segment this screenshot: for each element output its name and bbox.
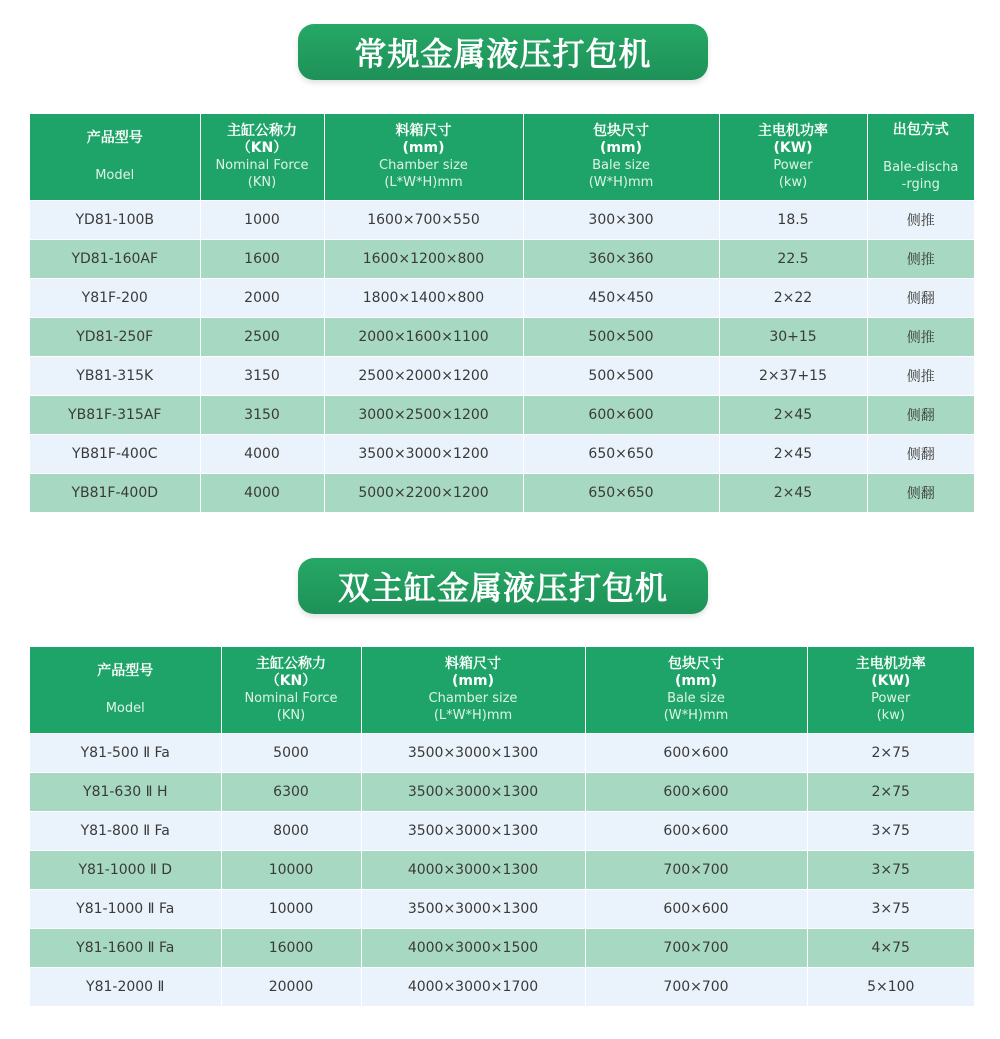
column-header [719,114,867,201]
column-header-unit: （KN） [265,673,317,689]
table-cell: Y81F-200 [30,279,200,318]
column-header-en: (L*W*H)mm [384,175,463,190]
column-header-en: (kw) [778,175,808,190]
column-header-zh: 主缸公称力 [256,656,326,672]
table-cell: 3500×3000×1300 [361,812,585,851]
table-cell: Y81-630 Ⅱ H [30,773,221,812]
table-row [30,318,974,357]
table-cell: 3×75 [807,851,974,890]
table-cell: Y81-1000 Ⅱ Fa [30,890,221,929]
table-cell: 2000×1600×1100 [324,318,523,357]
column-header [585,647,807,734]
table-cell: 600×600 [585,734,807,773]
table-cell: 侧翻 [867,474,974,513]
table-cell: 600×600 [523,396,719,435]
table-cell: 2×75 [807,773,974,812]
header-spacer [30,147,200,167]
column-header-en: Model [95,168,135,183]
column-header-en: Chamber size [379,158,468,173]
table-cell: 2×37+15 [719,357,867,396]
table-cell: 16000 [221,929,361,968]
column-header-zh: 产品型号 [97,663,154,679]
table-cell: 4000 [200,474,324,513]
column-header [30,114,200,201]
table-cell: 450×450 [523,279,719,318]
section-title-standard-balers: 常规金属液压打包机 [298,24,708,80]
table-cell: 5×100 [807,968,974,1007]
table-cell: 侧推 [867,240,974,279]
table-cell: 4000×3000×1500 [361,929,585,968]
table-cell: 20000 [221,968,361,1007]
column-header-en: Nominal Force [244,691,338,706]
column-header-en: Model [105,701,145,716]
column-header-en: Nominal Force [215,158,309,173]
column-header-en: Bale-discha [883,159,959,175]
table-row [30,357,974,396]
header-spacer [868,139,975,159]
table-cell: 侧翻 [867,396,974,435]
table-row [30,435,974,474]
table-cell: Y81-1000 Ⅱ D [30,851,221,890]
column-header [324,114,523,201]
table-cell: 600×600 [585,812,807,851]
column-header [200,114,324,201]
column-header [523,114,719,201]
column-header-en: (KN) [276,708,306,723]
column-header-en: Chamber size [428,691,518,706]
column-header-zh: 料箱尺寸 [395,123,452,139]
table-row [30,812,974,851]
table-cell: YD81-100B [30,201,200,240]
spec-table-dual-cylinder-balers [30,647,974,1006]
table-cell: 2500×2000×1200 [324,357,523,396]
column-header-en: (W*H)mm [588,175,654,190]
column-header-unit: (mm) [452,673,494,689]
table-cell: 18.5 [719,201,867,240]
column-header-zh: 产品型号 [86,130,143,146]
table-cell: YD81-250F [30,318,200,357]
column-header-unit: (KW) [773,140,813,156]
table-cell: 1600×1200×800 [324,240,523,279]
column-header-unit: （KN） [236,140,288,156]
column-header-en: Power [871,691,911,706]
table-cell: YD81-160AF [30,240,200,279]
column-header [221,647,361,734]
table-cell: 4×75 [807,929,974,968]
table-cell: 30+15 [719,318,867,357]
table-cell: Y81-800 Ⅱ Fa [30,812,221,851]
table-cell: 2×45 [719,435,867,474]
column-header-en: Bale size [592,158,650,173]
column-header-unit: (mm) [675,673,717,689]
column-header-en: -rging [901,176,940,192]
table-cell: 10000 [221,890,361,929]
table-cell: 3×75 [807,890,974,929]
table-cell: 侧翻 [867,435,974,474]
table-cell: 1600 [200,240,324,279]
column-header-en: (KN) [247,175,277,190]
column-header [30,647,221,734]
table-cell: 侧翻 [867,279,974,318]
table-cell: 4000×3000×1300 [361,851,585,890]
table-cell: 3500×3000×1300 [361,890,585,929]
column-header-en: Bale size [667,691,725,706]
table-cell: 1800×1400×800 [324,279,523,318]
table-cell: 侧推 [867,357,974,396]
table-row [30,474,974,513]
table-cell: 600×600 [585,890,807,929]
table-cell: 3500×3000×1300 [361,734,585,773]
table-cell: Y81-1600 Ⅱ Fa [30,929,221,968]
table-row [30,851,974,890]
table-cell: Y81-500 Ⅱ Fa [30,734,221,773]
column-header-zh: 主电机功率 [758,123,828,139]
column-header-unit: (KW) [871,673,911,689]
column-header-zh: 主电机功率 [855,656,926,672]
table-cell: 500×500 [523,357,719,396]
column-header [361,647,585,734]
table-cell: 2×75 [807,734,974,773]
table-row [30,773,974,812]
column-header-en: Power [773,158,813,173]
column-header-zh: 主缸公称力 [227,123,297,139]
section-title-dual-cylinder-balers: 双主缸金属液压打包机 [298,558,708,614]
table-cell: 3150 [200,396,324,435]
table-cell: 650×650 [523,474,719,513]
table-cell: 2000 [200,279,324,318]
table-cell: 700×700 [585,929,807,968]
table-row [30,929,974,968]
table-cell: 3150 [200,357,324,396]
column-header-unit: (mm) [600,140,642,156]
table-row [30,396,974,435]
table-cell: 600×600 [585,773,807,812]
table-cell: 1000 [200,201,324,240]
table-cell: 2500 [200,318,324,357]
table-cell: YB81F-315AF [30,396,200,435]
table-cell: 4000×3000×1700 [361,968,585,1007]
column-header-zh: 包块尺寸 [593,123,649,139]
column-header-unit: (mm) [402,140,445,156]
table-row [30,734,974,773]
column-header-en: (kw) [876,708,905,723]
column-header-zh: 出包方式 [892,121,949,138]
table-header-row [30,647,974,734]
table-cell: 10000 [221,851,361,890]
table-row [30,968,974,1007]
header-spacer [30,680,221,700]
table-cell: 3500×3000×1200 [324,435,523,474]
table-cell: 360×360 [523,240,719,279]
spec-table-standard-balers [30,114,974,512]
table-cell: 500×500 [523,318,719,357]
table-cell: 300×300 [523,201,719,240]
table-cell: 5000 [221,734,361,773]
table-row [30,890,974,929]
table-cell: 6300 [221,773,361,812]
table-cell: YB81F-400C [30,435,200,474]
table-cell: 8000 [221,812,361,851]
table-cell: 2×45 [719,474,867,513]
column-header-en: (W*H)mm [663,708,729,723]
column-header [807,647,974,734]
table-row [30,240,974,279]
table-cell: 700×700 [585,968,807,1007]
table-cell: 3×75 [807,812,974,851]
column-header-zh: 包块尺寸 [668,656,724,672]
column-header [867,114,974,201]
table-cell: 2×22 [719,279,867,318]
column-header-zh: 料箱尺寸 [445,656,501,672]
table-cell: 3500×3000×1300 [361,773,585,812]
table-cell: 700×700 [585,851,807,890]
table-cell: 4000 [200,435,324,474]
table-header-row [30,114,974,201]
table-cell: 侧推 [867,201,974,240]
table-cell: 5000×2200×1200 [324,474,523,513]
table-cell: 650×650 [523,435,719,474]
table-cell: 1600×700×550 [324,201,523,240]
table-cell: YB81-315K [30,357,200,396]
table-cell: 2×45 [719,396,867,435]
table-cell: 22.5 [719,240,867,279]
table-cell: YB81F-400D [30,474,200,513]
table-cell: Y81-2000 Ⅱ [30,968,221,1007]
table-row [30,201,974,240]
column-header-en: (L*W*H)mm [433,708,513,723]
table-cell: 侧推 [867,318,974,357]
table-cell: 3000×2500×1200 [324,396,523,435]
table-row [30,279,974,318]
